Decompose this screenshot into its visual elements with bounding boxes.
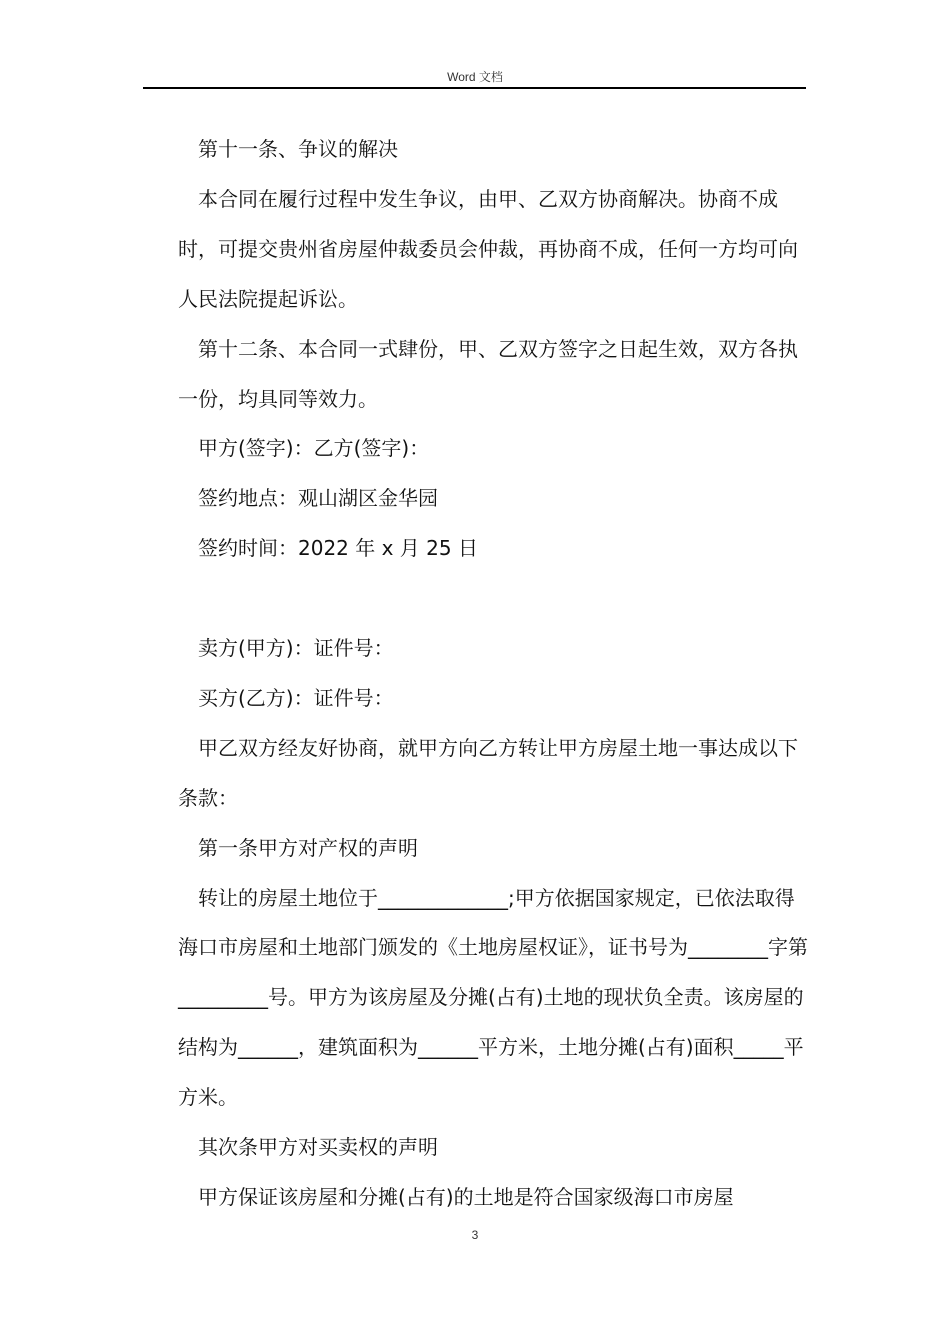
paragraph-article-11-title: 第十一条、争议的解决: [198, 137, 398, 161]
header-title: Word 文档: [447, 70, 503, 84]
blank-line: [178, 574, 810, 624]
paragraph-buyer: 买方(乙方)：证件号：: [198, 685, 394, 710]
paragraph-article-12: 第十二条、本合同一式肆份，甲、乙双方签字之日起生效，双方各执一份，均具同等效力。: [178, 336, 798, 411]
header-divider: [143, 87, 806, 89]
paragraph-dispute-resolution: 本合同在履行过程中发生争议，由甲、乙双方协商解决。协商不成时，可提交贵州省房屋仲裁委员会仲裁，再协商不成，任何一方均可向人民法院提起诉讼。: [178, 186, 798, 311]
document-body: [178, 125, 810, 1223]
paragraph-seller: 卖方(甲方)：证件号：: [198, 636, 394, 661]
paragraph-article-1-title: 第一条甲方对产权的声明: [198, 835, 418, 860]
paragraph-signatures: 甲方(签字)：乙方(签字)：: [198, 436, 430, 461]
paragraph-signing-place: 签约地点：观山湖区金华园: [198, 486, 438, 511]
page-number: 3: [471, 1228, 479, 1242]
paragraph-article-2-title: 其次条甲方对买卖权的声明: [198, 1135, 438, 1160]
paragraph-signing-date: 签约时间：2022 年 x 月 25 日: [198, 536, 478, 561]
paragraph-property-declaration: 转让的房屋土地位于_____________;甲方依据国家规定，已依法取得海口市房屋和土地部门颁发的《土地房屋权证》，证书号为________字第_________号。甲方为该房屋及分摊(占有)土地的现状负全责。该房屋的结构为______，建筑面积为______平方米，土地分摊(占有)面积_____平方米。: [178, 885, 808, 1110]
paragraph-sale-right-declaration: 甲方保证该房屋和分摊(占有)的土地是符合国家级海口市房屋: [198, 1185, 734, 1210]
paragraph-agreement-intro: 甲乙双方经友好协商，就甲方向乙方转让甲方房屋土地一事达成以下条款：: [178, 735, 798, 810]
